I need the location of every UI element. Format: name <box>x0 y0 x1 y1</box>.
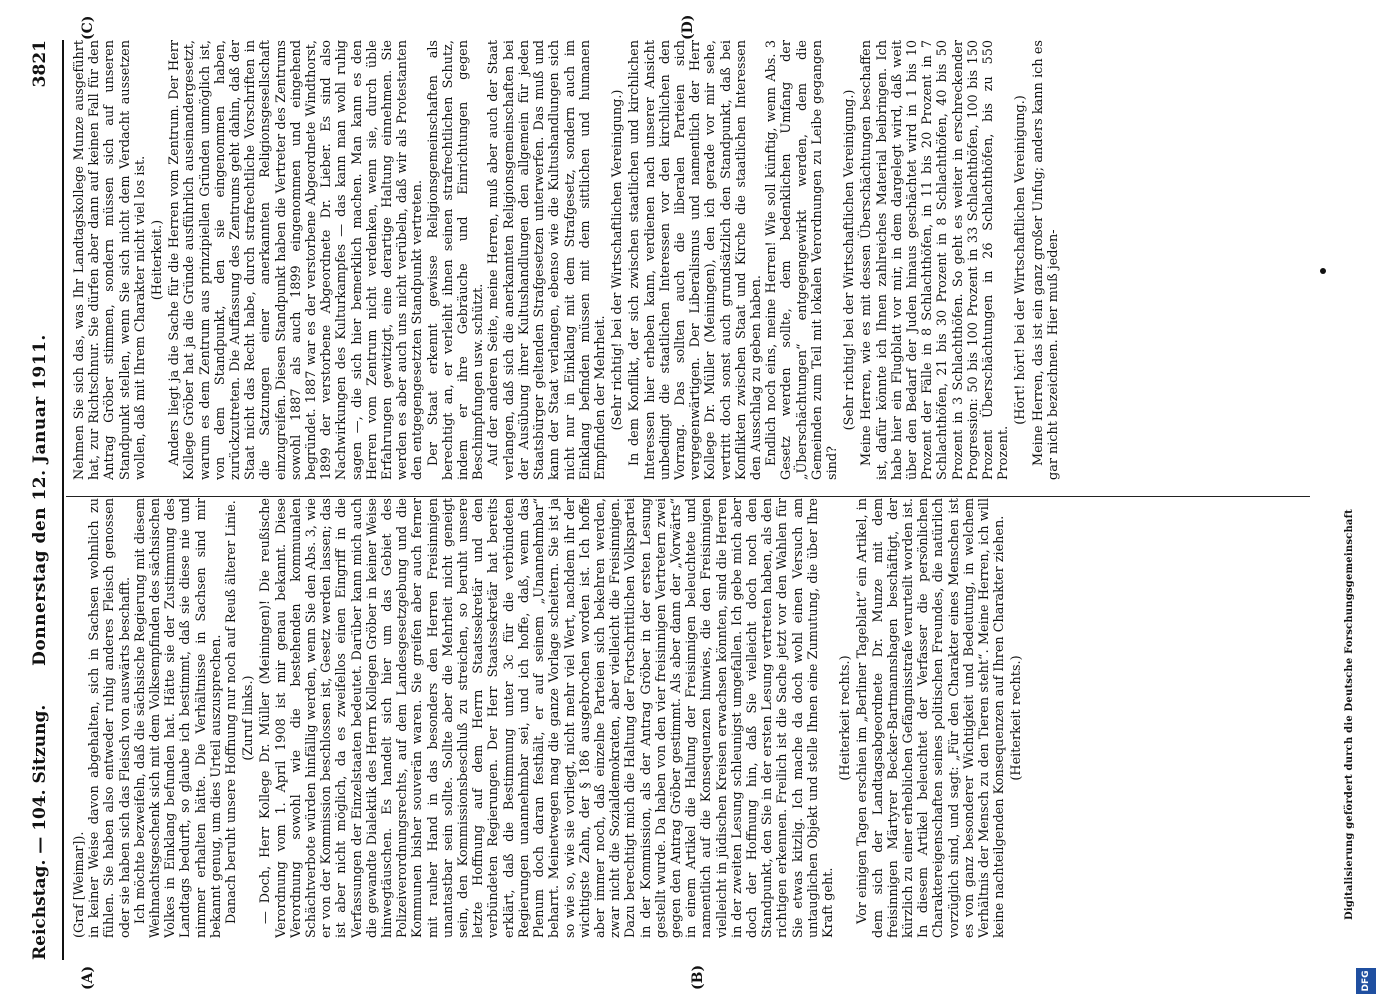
paragraph: Auf der anderen Seite, meine Herren, muß aber auch der Staat verlangen, daß sich die anerkannten Religionsgemeinschaften bei der Ausübung ihrer Kultushandlungen den allgemein für jeden Staatsbürger geltenden Strafgesetzen unterwerfen. Das muß und kann der Staat verlangen, ebenso wie die Kultushandlungen sich nicht nur in Einklang mit dem Strafgesetz, sondern auch im Einklang befinden müssen mit dem sittlichen und humanen Empfinden der Mehrheit. <box>486 40 608 480</box>
margin-mark-d: (D) <box>680 14 696 40</box>
header-date: Donnerstag den 12. Januar 1911. <box>30 334 50 666</box>
margin-mark-b: (B) <box>690 964 706 990</box>
interjection: (Hört! hört! bei der Wirtschaftlichen Vereinigung.) <box>1013 95 1029 425</box>
paragraph: in keiner Weise davon abgehalten, sich in Sachsen wohnlich zu fühlen. Sie haben also entweder ruhig anderes Fleisch genossen oder sie haben sich das Fleisch von auswärts beschafft. <box>87 498 133 938</box>
paragraph: Der Staat erkennt gewisse Religionsgemeinschaften als berechtigt an, er verleiht ihnen seinen strafrechtlichen Schutz, indem er ihre Gebräuche und Einrichtungen gegen Beschimpfungen usw. schützt. <box>425 40 487 480</box>
interjection: (Sehr richtig! bei der Wirtschaftlichen Vereinigung.) <box>610 89 626 431</box>
left-column <box>72 498 1312 938</box>
end-dot <box>1320 268 1326 274</box>
interjection: (Heiterkeit rechts.) <box>1009 655 1025 781</box>
column-divider <box>66 496 1310 497</box>
interjection: (Zuruf links.) <box>241 675 257 761</box>
header-page-number: 3821 <box>30 40 50 88</box>
paragraph: Danach beruht unsere Hoffnung nur noch auf Reuß älterer Linie. <box>224 500 240 924</box>
header-session: Reichstag. — 104. Sitzung. <box>30 704 50 960</box>
speaker-note: (Graf [Weimar]). <box>72 831 87 938</box>
paragraph: Meine Herren, das ist ein ganz großer Unfug; anders kann ich es gar nicht bezeichnen. Hier muß jeden- <box>1030 40 1061 480</box>
header-rule <box>62 40 64 960</box>
paragraph: Nehmen Sie sich das, was Ihr Landtagskollege Munze ausgeführt hat, zur Richtschnur. Sie dürfen aber dann auf keinen Fall für den Antrag Gröber stimmen, sondern müssen sich auf unseren Standpunkt stellen, wenn Sie sich nicht dem Verdacht aussetzen wollen, daß mit Ihrem Charakter nicht viel los ist. <box>72 40 148 480</box>
paragraph: In dem Konflikt, der sich zwischen staatlichen und kirchlichen Interessen hier erheben kann, verdienen nach unserer Ansicht unbedingt die staatlichen Interessen vor den kirchlichen den Vorrang. Das sollten auch die liberalen Parteien sich vergegenwärtigen. Der Liberalismus und namentlich der Herr Kollege Dr. Müller (Meiningen), den ich gerade vor mir sehe, vertritt doch sonst auch grundsätzlich den Standpunkt, daß bei Konflikten zwischen Staat und Kirche die staatlichen Interessen den Ausschlag zu geben haben. <box>627 40 764 480</box>
interjection: (Sehr richtig! bei der Wirtschaftlichen Vereinigung.) <box>842 89 858 431</box>
margin-mark-c: (C) <box>80 15 96 40</box>
page-header <box>18 40 58 960</box>
paragraph: — Doch, Herr Kollege Dr. Müller (Meiningen)! Die reußische Verordnung vom 1. April 1908 ist mir genau bekannt. Diese Verordnung sowohl wie die bestehenden kommunalen Schächtverbote würden hinfällig werden, wenn Sie den Abs. 3, wie er von der Kommission beschlossen ist, Gesetz werden lassen; das ist aber nicht möglich, da es zweifellos einen Eingriff in die Verfassungen der Einzelstaaten bedeutet. Darüber kann mich auch die gewandte Dialektik des Herrn Kollegen Gröber in keiner Weise hinwegtäuschen. Es handelt sich hier um das Gebiet des Polizeiverordnungsrechts, auf dem Landesgesetzgebung und die Kommunen bisher souverän waren. Sie greifen aber auch ferner mit rauher Hand in das besonders den Herren Freisinnigen unantastbar sein sollte. Sollte aber die Mehrheit nicht geneigt sein, den Kommissionsbeschluß zu streichen, so beruht unsere letzte Hoffnung auf dem Herrn Staatssekretär und den verbündeten Regierungen. Der Herr Staatssekretär hat bereits erklärt, daß die Bestimmung unter 3c für die verbündeten Regierungen unannehmbar sei, und ich hoffe, daß, wenn das Plenum doch daran festhält, er auf seinem „Unannehmbar“ beharrt. Meinetwegen mag die ganze Vorlage scheitern. Sie ist ja so wie so, wie sie vorliegt, nicht mehr viel Wert, nachdem ihr der wichtigste Zahn, der § 186 ausgebrochen worden ist. Ich hoffe aber immer noch, daß einzelne Parteien sich bekehren werden, zwar nicht die Sozialdemokraten, aber vielleicht die Freisinnigen. Dazu berechtigt mich die Haltung der Fortschrittlichen Volkspartei in der Kommission, als der Antrag Gröber in der ersten Lesung gestellt wurde. Da haben von den vier freisinnigen Vertretern zwei gegen den Antrag Gröber gestimmt. Als aber dann der „Vorwärts“ in einem Artikel die Haltung der Freisinnigen beleuchtete und namentlich auf die Konsequenzen hinwies, die den Freisinnigen vielleicht in jüdischen Kreisen erwachsen könnten, sind die Herren in der zweiten Lesung schleunigst umgefallen. Ich gebe mich aber doch der Hoffnung hin, daß Sie vielleicht doch noch den Standpunkt, den Sie in der ersten Lesung vertreten haben, als den richtigen erkennen. Freilich ist die Sache jetzt vor den Wahlen für Sie etwas kitzlig. Ich mache da doch wohl einen Versuch am untauglichen Objekt und stelle Ihnen eine Zumutung, die über Ihre Kraft geht. <box>258 498 836 938</box>
digitization-credit: Digitalisierung gefördert durch die Deutsche Forschungsgemeinschaft <box>1344 509 1355 920</box>
right-column <box>72 40 1312 480</box>
paragraph: Vor einigen Tagen erschien im „Berliner Tageblatt“ ein Artikel, in dem sich der Landtagsabgeordnete Dr. Munze mit dem freisinnigen Märtyrer Becker-Bartmannshagen beschäftigt, der kürzlich zu einer erheblichen Gefängnisstrafe verurteilt worden ist. In diesem Artikel beleuchtet der Verfasser die persönlichen Charaktereigenschaften seines politischen Freundes, die natürlich vorzüglich sind, und sagt: „Für den Charakter eines Menschen ist es von ganz besonderer Wichtigkeit und Bedeutung, in welchem Verhältnis der Mensch zu den Tieren steht“. Meine Herren, ich will keine nachteilgenden Konsequenzen auf Ihren Charakter ziehen. <box>855 498 1008 938</box>
dfg-logo: DFG <box>1356 968 1376 994</box>
paragraph: Endlich noch eins, meine Herren! Wie soll künftig, wenn Abs. 3 Gesetz werden sollte, dem bedenklichen Umfang der „Überschächtungen“ entgegengewirkt werden, dem die Gemeinden zum Teil mit lokalen Verordnungen zu Leibe gegangen sind? <box>764 40 840 480</box>
interjection: (Heiterkeit.) <box>150 219 166 301</box>
paragraph: Anders liegt ja die Sache für die Herren vom Zentrum. Der Herr Kollege Gröber hat ja die Gründe ausführlich auseinandergesetzt, warum es dem Zentrum aus prinzipiellen Gründen unmöglich ist, von dem Standpunkt, den sie eingenommen haben, zurückzutreten. Die Auffassung des Zentrums geht dahin, daß der Staat nicht das Recht habe, durch strafrechtliche Vorschriften in die Satzungen einer anerkannten Religionsgesellschaft einzugreifen. Diesen Standpunkt haben die Vertreter des Zentrums sowohl 1887 als auch 1899 eingenommen und eingehend begründet. 1887 war es der verstorbene Abgeordnete Windthorst, 1899 der verstorbene Abgeordnete Dr. Lieber. Es sind also Nachwirkungen des Kulturkampfes — das kann man wohl ruhig sagen —, die sich hier bemerklich machen. Man kann es den Herren vom Zentrum nicht verdenken, wenn sie, durch üble Erfahrungen gewitzigt, eine derartige Haltung einnehmen. Sie werden es aber auch uns nicht verübeln, daß wir als Protestanten den entgegengesetzten Standpunkt vertreten. <box>167 40 426 480</box>
margin-mark-a: (A) <box>80 965 96 990</box>
paragraph: Ich möchte bezweifeln, daß die sächsische Regierung mit diesem Weihnachtsgeschenk sich mit dem Volksempfinden des sächsischen Volkes in Einklang befunden hat. Hätte sie der Zustimmung des Landtags bedurft, so glaube ich bestimmt, daß sie diese nie und nimmer erhalten hätte. Die Verhältnisse in Sachsen sind mir bekannt genug, um dies Urteil auszusprechen. <box>132 498 224 938</box>
interjection: (Heiterkeit rechts.) <box>838 655 854 781</box>
paragraph: Meine Herren, wie es mit dessen Überschächtungen beschaffen ist, dafür könnte ich Ihnen zahlreiches Material beibringen. Ich habe hier ein Flugblatt vor mir, in dem dargelegt wird, daß weit über den Bedarf der Juden hinaus geschächtet wird in 1 bis 10 Prozent der Fälle in 8 Schlachthöfen, in 11 bis 20 Prozent in 7 Schlachthöfen, 21 bis 30 Prozent in 8 Schlachthöfen, 40 bis 50 Prozent in 3 Schlachthöfen. So geht es weiter in erschreckender Progression: 50 bis 100 Prozent in 33 Schlachthöfen, 100 bis 150 Prozent Überschächtungen in 26 Schlachthöfen, bis zu 550 Prozent. <box>859 40 1012 480</box>
